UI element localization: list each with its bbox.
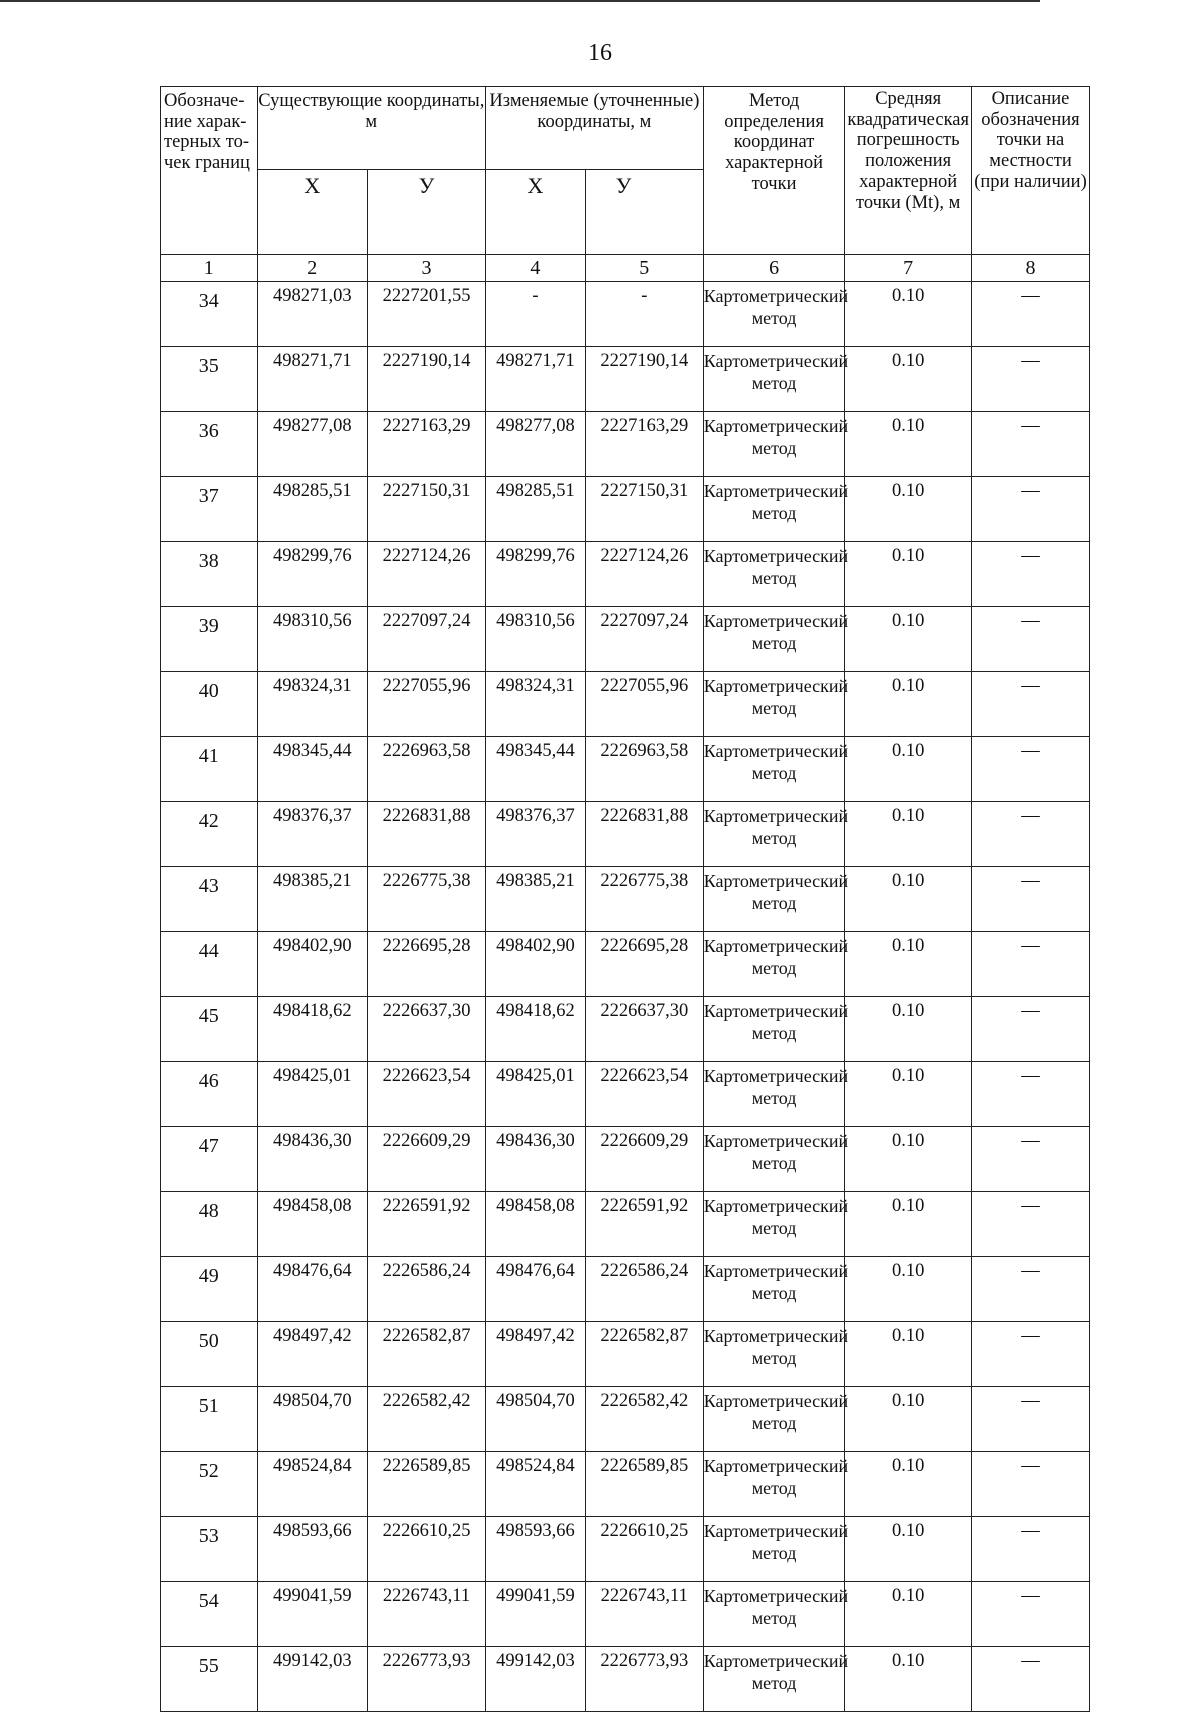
column-number: 2	[257, 255, 367, 282]
changed-y-cell: 2226831,88	[585, 802, 703, 867]
changed-x-cell: 498402,90	[486, 932, 586, 997]
existing-y-cell: 2226589,85	[368, 1452, 486, 1517]
existing-x-cell: 498299,76	[257, 542, 367, 607]
changed-x-cell: 498497,42	[486, 1322, 586, 1387]
changed-x-cell: 498310,56	[486, 607, 586, 672]
changed-x-cell: 498436,30	[486, 1127, 586, 1192]
method-cell: Картометрический метод	[703, 672, 845, 737]
table-row	[161, 1322, 1090, 1387]
changed-y-cell: 2226743,11	[585, 1582, 703, 1647]
table-row	[161, 1452, 1090, 1517]
table-row	[161, 1192, 1090, 1257]
method-cell: Картометрический метод	[703, 802, 845, 867]
point-id-cell: 44	[161, 932, 258, 997]
existing-x-cell: 498385,21	[257, 867, 367, 932]
existing-y-cell: 2227097,24	[368, 607, 486, 672]
table-row	[161, 1062, 1090, 1127]
error-cell: 0.10	[845, 1387, 972, 1452]
changed-y-cell: 2226610,25	[585, 1517, 703, 1582]
header-changed-x: X	[486, 170, 586, 255]
page-number: 16	[588, 40, 612, 66]
scan-edge-line	[0, 0, 1040, 2]
method-cell: Картометрический метод	[703, 1322, 845, 1387]
method-cell: Картометрический метод	[703, 737, 845, 802]
method-cell: Картометрический метод	[703, 282, 845, 347]
table-row	[161, 1387, 1090, 1452]
existing-y-cell: 2227190,14	[368, 347, 486, 412]
existing-y-cell: 2226582,87	[368, 1322, 486, 1387]
header-existing-x: X	[257, 170, 367, 255]
column-number: 8	[971, 255, 1089, 282]
point-id-cell: 47	[161, 1127, 258, 1192]
changed-y-cell: 2226775,38	[585, 867, 703, 932]
description-cell: —	[971, 1387, 1089, 1452]
error-cell: 0.10	[845, 932, 972, 997]
method-cell: Картометрический метод	[703, 1452, 845, 1517]
changed-x-cell: 498285,51	[486, 477, 586, 542]
method-cell: Картометрический метод	[703, 932, 845, 997]
changed-x-cell: 498324,31	[486, 672, 586, 737]
error-cell: 0.10	[845, 542, 972, 607]
table-row	[161, 1582, 1090, 1647]
point-id-cell: 36	[161, 412, 258, 477]
existing-y-cell: 2227163,29	[368, 412, 486, 477]
changed-x-cell: 498385,21	[486, 867, 586, 932]
error-cell: 0.10	[845, 347, 972, 412]
changed-x-cell: 498504,70	[486, 1387, 586, 1452]
error-cell: 0.10	[845, 737, 972, 802]
changed-x-cell: 498376,37	[486, 802, 586, 867]
description-cell: —	[971, 1647, 1089, 1712]
description-cell: —	[971, 282, 1089, 347]
method-cell: Картометрический метод	[703, 1127, 845, 1192]
existing-y-cell: 2226609,29	[368, 1127, 486, 1192]
point-id-cell: 53	[161, 1517, 258, 1582]
method-cell: Картометрический метод	[703, 997, 845, 1062]
description-cell: —	[971, 412, 1089, 477]
error-cell: 0.10	[845, 1127, 972, 1192]
existing-x-cell: 498324,31	[257, 672, 367, 737]
error-cell: 0.10	[845, 802, 972, 867]
existing-x-cell: 498277,08	[257, 412, 367, 477]
error-cell: 0.10	[845, 997, 972, 1062]
column-number: 3	[368, 255, 486, 282]
error-cell: 0.10	[845, 867, 972, 932]
header-error: Средняя квадратическая погрешность положения характерной точки (Mt), м	[845, 87, 972, 255]
changed-y-cell: 2226582,42	[585, 1387, 703, 1452]
description-cell: —	[971, 802, 1089, 867]
changed-y-cell: 2226609,29	[585, 1127, 703, 1192]
existing-y-cell: 2227124,26	[368, 542, 486, 607]
existing-y-cell: 2226695,28	[368, 932, 486, 997]
method-cell: Картометрический метод	[703, 1517, 845, 1582]
point-id-cell: 40	[161, 672, 258, 737]
method-cell: Картометрический метод	[703, 1582, 845, 1647]
point-id-cell: 37	[161, 477, 258, 542]
method-cell: Картометрический метод	[703, 1387, 845, 1452]
table-row	[161, 1517, 1090, 1582]
existing-x-cell: 498504,70	[257, 1387, 367, 1452]
table-row	[161, 672, 1090, 737]
description-cell: —	[971, 477, 1089, 542]
existing-y-cell: 2226775,38	[368, 867, 486, 932]
changed-y-cell: 2227055,96	[585, 672, 703, 737]
column-number: 5	[585, 255, 703, 282]
table-row	[161, 867, 1090, 932]
column-number-row	[161, 255, 1090, 282]
changed-y-cell: 2227097,24	[585, 607, 703, 672]
method-cell: Картометрический метод	[703, 1647, 845, 1712]
point-id-cell: 39	[161, 607, 258, 672]
existing-y-cell: 2226831,88	[368, 802, 486, 867]
error-cell: 0.10	[845, 477, 972, 542]
method-cell: Картометрический метод	[703, 542, 845, 607]
existing-x-cell: 498271,71	[257, 347, 367, 412]
header-changed-coords: Изменяемые (уточненные) координаты, м	[486, 87, 704, 170]
changed-x-cell: 498271,71	[486, 347, 586, 412]
header-existing-y: У	[368, 170, 486, 255]
error-cell: 0.10	[845, 1062, 972, 1127]
existing-x-cell: 499142,03	[257, 1647, 367, 1712]
table-row	[161, 607, 1090, 672]
description-cell: —	[971, 1582, 1089, 1647]
table-row	[161, 932, 1090, 997]
existing-x-cell: 498425,01	[257, 1062, 367, 1127]
existing-y-cell: 2227055,96	[368, 672, 486, 737]
error-cell: 0.10	[845, 282, 972, 347]
existing-x-cell: 498345,44	[257, 737, 367, 802]
existing-x-cell: 498285,51	[257, 477, 367, 542]
existing-x-cell: 498418,62	[257, 997, 367, 1062]
existing-x-cell: 498310,56	[257, 607, 367, 672]
changed-x-cell: 498345,44	[486, 737, 586, 802]
existing-y-cell: 2226610,25	[368, 1517, 486, 1582]
changed-y-cell: 2226963,58	[585, 737, 703, 802]
changed-y-cell: -	[585, 282, 703, 347]
point-id-cell: 51	[161, 1387, 258, 1452]
changed-x-cell: 498458,08	[486, 1192, 586, 1257]
table-row	[161, 347, 1090, 412]
error-cell: 0.10	[845, 1582, 972, 1647]
changed-x-cell: 498277,08	[486, 412, 586, 477]
changed-x-cell: 498593,66	[486, 1517, 586, 1582]
method-cell: Картометрический метод	[703, 1062, 845, 1127]
existing-x-cell: 498497,42	[257, 1322, 367, 1387]
description-cell: —	[971, 867, 1089, 932]
method-cell: Картометрический метод	[703, 1192, 845, 1257]
existing-x-cell: 498458,08	[257, 1192, 367, 1257]
changed-y-cell: 2226589,85	[585, 1452, 703, 1517]
existing-x-cell: 498376,37	[257, 802, 367, 867]
description-cell: —	[971, 737, 1089, 802]
column-number: 6	[703, 255, 845, 282]
changed-y-cell: 2226586,24	[585, 1257, 703, 1322]
header-description: Описание обозначения точки на местности (при наличии)	[971, 87, 1089, 255]
table-row	[161, 1127, 1090, 1192]
changed-y-cell: 2227124,26	[585, 542, 703, 607]
table-row	[161, 542, 1090, 607]
changed-y-cell: 2226582,87	[585, 1322, 703, 1387]
description-cell: —	[971, 1452, 1089, 1517]
description-cell: —	[971, 1192, 1089, 1257]
existing-y-cell: 2226582,42	[368, 1387, 486, 1452]
changed-x-cell: -	[486, 282, 586, 347]
point-id-cell: 54	[161, 1582, 258, 1647]
header-method: Метод определения координат характерной точки	[703, 87, 845, 255]
point-id-cell: 50	[161, 1322, 258, 1387]
changed-y-cell: 2226623,54	[585, 1062, 703, 1127]
table-row	[161, 997, 1090, 1062]
point-id-cell: 42	[161, 802, 258, 867]
column-number: 1	[161, 255, 258, 282]
changed-y-cell: 2227190,14	[585, 347, 703, 412]
error-cell: 0.10	[845, 1192, 972, 1257]
point-id-cell: 49	[161, 1257, 258, 1322]
method-cell: Картометрический метод	[703, 1257, 845, 1322]
table-row	[161, 282, 1090, 347]
existing-y-cell: 2226591,92	[368, 1192, 486, 1257]
existing-y-cell: 2226963,58	[368, 737, 486, 802]
changed-y-cell: 2226591,92	[585, 1192, 703, 1257]
existing-x-cell: 498271,03	[257, 282, 367, 347]
header-existing-coords: Существующие координаты, м	[257, 87, 486, 170]
changed-x-cell: 499041,59	[486, 1582, 586, 1647]
point-id-cell: 55	[161, 1647, 258, 1712]
changed-y-cell: 2227163,29	[585, 412, 703, 477]
changed-y-cell: 2226637,30	[585, 997, 703, 1062]
existing-y-cell: 2226773,93	[368, 1647, 486, 1712]
point-id-cell: 48	[161, 1192, 258, 1257]
existing-x-cell: 498524,84	[257, 1452, 367, 1517]
changed-y-cell: 2227150,31	[585, 477, 703, 542]
column-number: 4	[486, 255, 586, 282]
table-row	[161, 477, 1090, 542]
description-cell: —	[971, 1257, 1089, 1322]
existing-x-cell: 498436,30	[257, 1127, 367, 1192]
description-cell: —	[971, 542, 1089, 607]
error-cell: 0.10	[845, 1452, 972, 1517]
table-row	[161, 737, 1090, 802]
error-cell: 0.10	[845, 1647, 972, 1712]
changed-x-cell: 498299,76	[486, 542, 586, 607]
method-cell: Картометрический метод	[703, 867, 845, 932]
coordinates-table	[160, 86, 1090, 1712]
existing-y-cell: 2226586,24	[368, 1257, 486, 1322]
table-row	[161, 1257, 1090, 1322]
existing-y-cell: 2226637,30	[368, 997, 486, 1062]
method-cell: Картометрический метод	[703, 607, 845, 672]
changed-y-cell: 2226695,28	[585, 932, 703, 997]
error-cell: 0.10	[845, 607, 972, 672]
error-cell: 0.10	[845, 1322, 972, 1387]
point-id-cell: 46	[161, 1062, 258, 1127]
method-cell: Картометрический метод	[703, 477, 845, 542]
existing-x-cell: 498476,64	[257, 1257, 367, 1322]
description-cell: —	[971, 997, 1089, 1062]
changed-x-cell: 498524,84	[486, 1452, 586, 1517]
description-cell: —	[971, 1062, 1089, 1127]
error-cell: 0.10	[845, 672, 972, 737]
existing-y-cell: 2227201,55	[368, 282, 486, 347]
header-changed-y: У	[585, 170, 703, 255]
error-cell: 0.10	[845, 412, 972, 477]
error-cell: 0.10	[845, 1517, 972, 1582]
table-row	[161, 412, 1090, 477]
table-row	[161, 802, 1090, 867]
description-cell: —	[971, 1517, 1089, 1582]
method-cell: Картометрический метод	[703, 347, 845, 412]
existing-x-cell: 498593,66	[257, 1517, 367, 1582]
existing-x-cell: 498402,90	[257, 932, 367, 997]
existing-y-cell: 2227150,31	[368, 477, 486, 542]
point-id-cell: 38	[161, 542, 258, 607]
point-id-cell: 35	[161, 347, 258, 412]
existing-y-cell: 2226743,11	[368, 1582, 486, 1647]
changed-y-cell: 2226773,93	[585, 1647, 703, 1712]
column-number: 7	[845, 255, 972, 282]
changed-x-cell: 499142,03	[486, 1647, 586, 1712]
method-cell: Картометрический метод	[703, 412, 845, 477]
existing-x-cell: 499041,59	[257, 1582, 367, 1647]
description-cell: —	[971, 672, 1089, 737]
header-point-designation: Обозначе-ние харак-терных то-чек границ	[161, 87, 258, 255]
description-cell: —	[971, 932, 1089, 997]
point-id-cell: 45	[161, 997, 258, 1062]
existing-y-cell: 2226623,54	[368, 1062, 486, 1127]
point-id-cell: 52	[161, 1452, 258, 1517]
description-cell: —	[971, 1127, 1089, 1192]
point-id-cell: 43	[161, 867, 258, 932]
changed-x-cell: 498476,64	[486, 1257, 586, 1322]
changed-x-cell: 498418,62	[486, 997, 586, 1062]
changed-x-cell: 498425,01	[486, 1062, 586, 1127]
description-cell: —	[971, 607, 1089, 672]
point-id-cell: 34	[161, 282, 258, 347]
description-cell: —	[971, 347, 1089, 412]
point-id-cell: 41	[161, 737, 258, 802]
description-cell: —	[971, 1322, 1089, 1387]
table-row	[161, 1647, 1090, 1712]
error-cell: 0.10	[845, 1257, 972, 1322]
